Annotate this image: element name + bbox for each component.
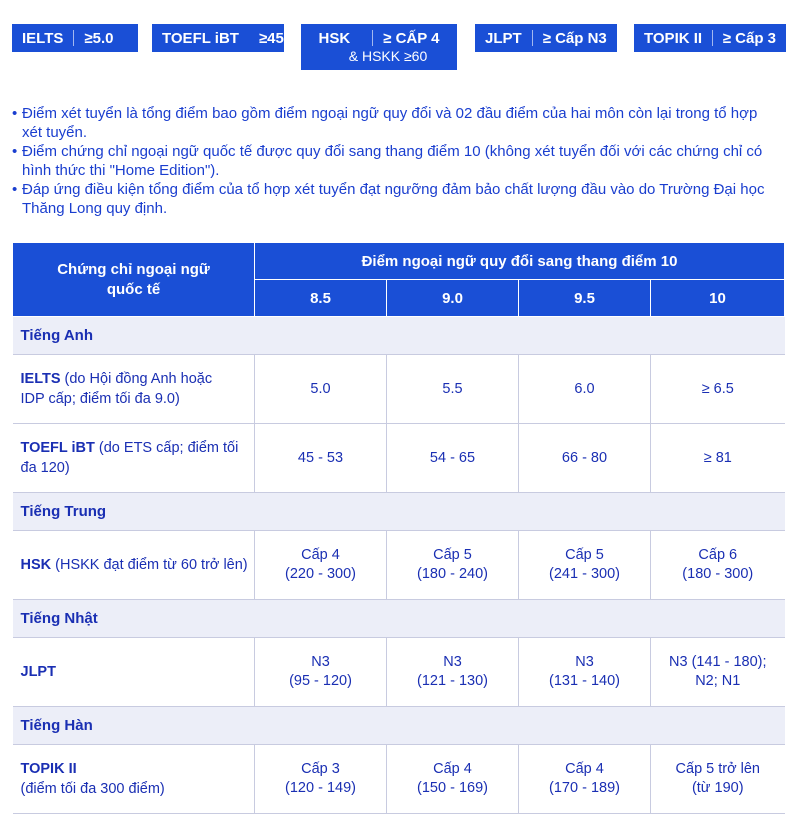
group-label: Tiếng Anh bbox=[13, 317, 785, 355]
badge-value: ≥ Cấp N3 bbox=[542, 29, 607, 47]
cert-cell bbox=[13, 745, 255, 814]
cert-cell bbox=[13, 355, 255, 424]
score-cell: N3 (141 - 180); N2; N1 bbox=[651, 638, 785, 707]
badge-hsk bbox=[301, 24, 457, 70]
group-label: Tiếng Hàn bbox=[13, 707, 785, 745]
cert-desc: (do ETS cấp; điểm tối đa 120) bbox=[20, 440, 239, 476]
cert-cell bbox=[13, 424, 255, 493]
header-cert: Chứng chỉ ngoại ngữ quốc tế bbox=[13, 243, 255, 317]
score-cell: Cấp 4 (170 - 189) bbox=[519, 745, 651, 814]
notes-list bbox=[10, 104, 780, 218]
score-cell: Cấp 6 (180 - 300) bbox=[651, 531, 785, 600]
badge-sub: & HSKK ≥60 bbox=[348, 48, 428, 64]
group-label: Tiếng Trung bbox=[13, 493, 785, 531]
score-conversion-table bbox=[12, 242, 785, 814]
group-row bbox=[13, 317, 785, 355]
header-col-8-5: 8.5 bbox=[255, 280, 387, 317]
score-cell: 66 - 80 bbox=[519, 424, 651, 493]
score-cell: Cấp 3 (120 - 149) bbox=[255, 745, 387, 814]
cert-name: TOEFL iBT bbox=[20, 440, 95, 456]
cert-name: HSK bbox=[20, 557, 52, 573]
badge-toefl bbox=[152, 24, 284, 52]
score-cell: Cấp 4 (220 - 300) bbox=[255, 531, 387, 600]
header-col-9-0: 9.0 bbox=[387, 280, 519, 317]
table-row bbox=[13, 355, 785, 424]
cert-cell bbox=[13, 531, 255, 600]
score-cell: 54 - 65 bbox=[387, 424, 519, 493]
table-row bbox=[13, 531, 785, 600]
cert-desc: (điểm tối đa 300 điểm) bbox=[20, 781, 165, 797]
score-cell: 6.0 bbox=[519, 355, 651, 424]
badge-jlpt bbox=[475, 24, 617, 52]
badge-key: HSK bbox=[318, 29, 351, 47]
group-row bbox=[13, 600, 785, 638]
header-score: Điểm ngoại ngữ quy đổi sang thang điểm 10 bbox=[255, 243, 785, 280]
badge-value: ≥5.0 bbox=[84, 29, 114, 47]
score-cell: 45 - 53 bbox=[255, 424, 387, 493]
table-row bbox=[13, 638, 785, 707]
score-cell: Cấp 5 trở lên (từ 190) bbox=[651, 745, 785, 814]
score-cell: Cấp 5 (180 - 240) bbox=[387, 531, 519, 600]
badge-key: TOPIK II bbox=[644, 29, 703, 47]
badge-key: TOEFL iBT bbox=[162, 29, 239, 47]
group-row bbox=[13, 493, 785, 531]
badge-key: IELTS bbox=[22, 29, 64, 47]
score-cell: ≥ 81 bbox=[651, 424, 785, 493]
note-item: • Đáp ứng điều kiện tổng điểm của tổ hợp xét tuyển đạt ngưỡng đảm bảo chất lượng đầu vào do Trường Đại học Thăng Long quy định. bbox=[10, 180, 780, 218]
cert-name: TOPIK II bbox=[20, 761, 77, 777]
badge-value: ≥ Cấp 3 bbox=[722, 29, 776, 47]
table-row bbox=[13, 424, 785, 493]
score-cell: 5.0 bbox=[255, 355, 387, 424]
group-label: Tiếng Nhật bbox=[13, 600, 785, 638]
badge-key: JLPT bbox=[485, 29, 522, 47]
group-row bbox=[13, 707, 785, 745]
score-cell: N3 (95 - 120) bbox=[255, 638, 387, 707]
header-col-9-5: 9.5 bbox=[519, 280, 651, 317]
badge-value: ≥45 bbox=[258, 29, 284, 47]
cert-name: IELTS bbox=[20, 371, 61, 387]
note-item: • Điểm xét tuyển là tổng điểm bao gồm điểm ngoại ngữ quy đổi và 02 đầu điểm của hai môn còn lại trong tổ hợp xét tuyển. bbox=[10, 104, 780, 142]
score-cell: N3 (121 - 130) bbox=[387, 638, 519, 707]
score-cell: 5.5 bbox=[387, 355, 519, 424]
score-cell: Cấp 5 (241 - 300) bbox=[519, 531, 651, 600]
table-body bbox=[13, 317, 785, 814]
note-item: • Điểm chứng chỉ ngoại ngữ quốc tế được quy đổi sang thang điểm 10 (không xét tuyển đối với các chứng chỉ có hình thức thi "Home Edition"). bbox=[10, 142, 780, 180]
cert-desc: (do Hội đồng Anh hoặc IDP cấp; điểm tối đa 9.0) bbox=[20, 371, 213, 407]
score-cell: ≥ 6.5 bbox=[651, 355, 785, 424]
table-row bbox=[13, 745, 785, 814]
badge-ielts bbox=[12, 24, 138, 52]
badge-value: ≥ CẤP 4 bbox=[383, 29, 440, 47]
cert-cell bbox=[13, 638, 255, 707]
score-cell: N3 (131 - 140) bbox=[519, 638, 651, 707]
header-col-10: 10 bbox=[651, 280, 785, 317]
score-cell: Cấp 4 (150 - 169) bbox=[387, 745, 519, 814]
cert-desc: (HSKK đạt điểm từ 60 trở lên) bbox=[51, 557, 248, 573]
badge-topik bbox=[634, 24, 786, 52]
cert-name: JLPT bbox=[20, 664, 56, 680]
